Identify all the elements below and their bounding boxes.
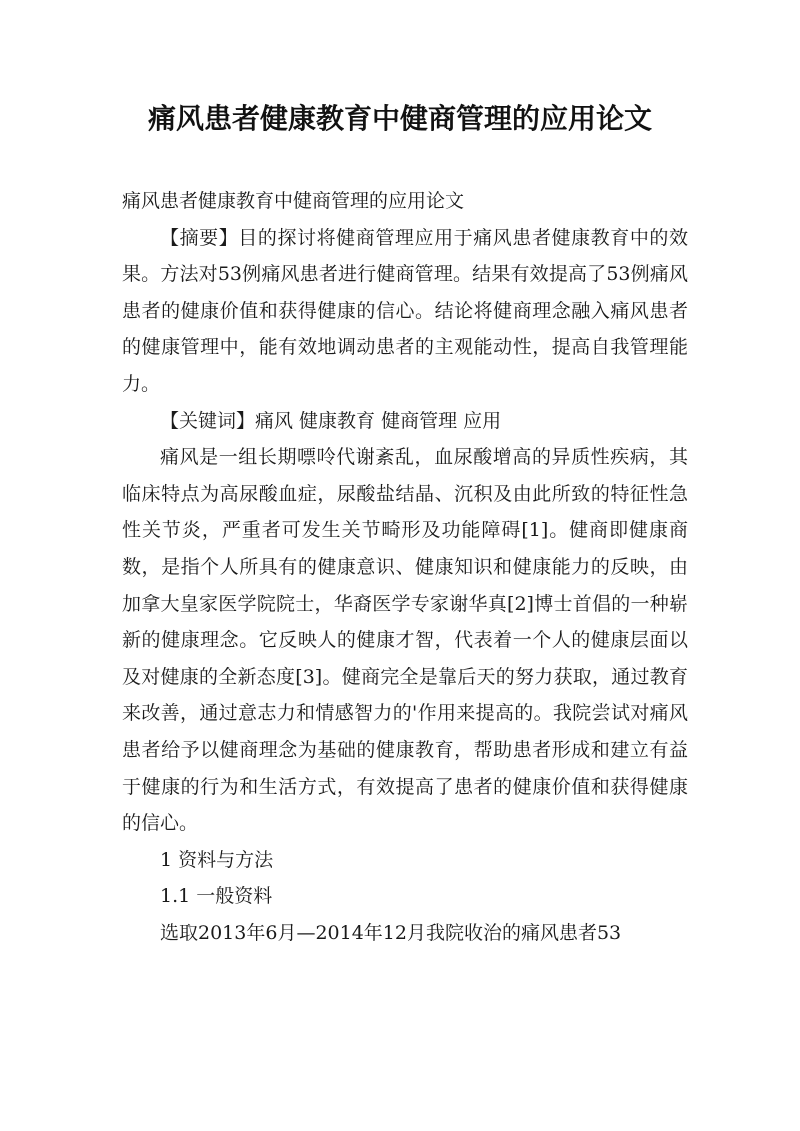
paragraph-subtitle: 痛风患者健康教育中健商管理的应用论文 bbox=[122, 190, 465, 212]
subsection-heading-general-data: 1.1 一般资料 bbox=[160, 885, 273, 908]
paragraph-general-data: 选取2013年6月—2014年12月我院收治的痛风患者53 bbox=[160, 921, 622, 944]
paragraph-introduction: 痛风是一组长期嘌呤代谢紊乱，血尿酸增高的异质性疾病，其临床特点为高尿酸血症，尿酸盐结晶、沉积及由此所致的特征性急性关节炎，严重者可发生关节畸形及功能障碍[1]。健商即健康商数，是指个人所具有的健康意识、健康知识和健康能力的反映，由加拿大皇家医学院院士，华裔医学专家谢华真[2]博士首倡的一种崭新的健康理念。它反映人的健康才智，代表着一个人的健康层面以及对健康的全新态度[3]。健商完全是靠后天的努力获取，通过教育来改善，通过意志力和情感智力的'作用来提高的。我院尝试对痛风患者给予以健商理念为基础的健康教育，帮助患者形成和建立有益于健康的行为和生活方式，有效提高了患者的健康价值和获得健康的信心。 bbox=[122, 446, 688, 835]
document-title: 痛风患者健康教育中健商管理的应用论文 bbox=[147, 102, 652, 135]
document-body bbox=[122, 183, 688, 951]
paragraph-abstract: 【摘要】目的探讨将健商管理应用于痛风患者健康教育中的效果。方法对53例痛风患者进行健商管理。结果有效提高了53例痛风患者的健康价值和获得健康的信心。结论将健商理念融入痛风患者的健康管理中，能有效地调动患者的主观能动性，提高自我管理能力。 bbox=[122, 226, 688, 395]
paragraph-keywords: 【关键词】痛风 健康教育 健商管理 应用 bbox=[160, 409, 502, 432]
section-heading-materials-methods: 1 资料与方法 bbox=[160, 848, 274, 871]
